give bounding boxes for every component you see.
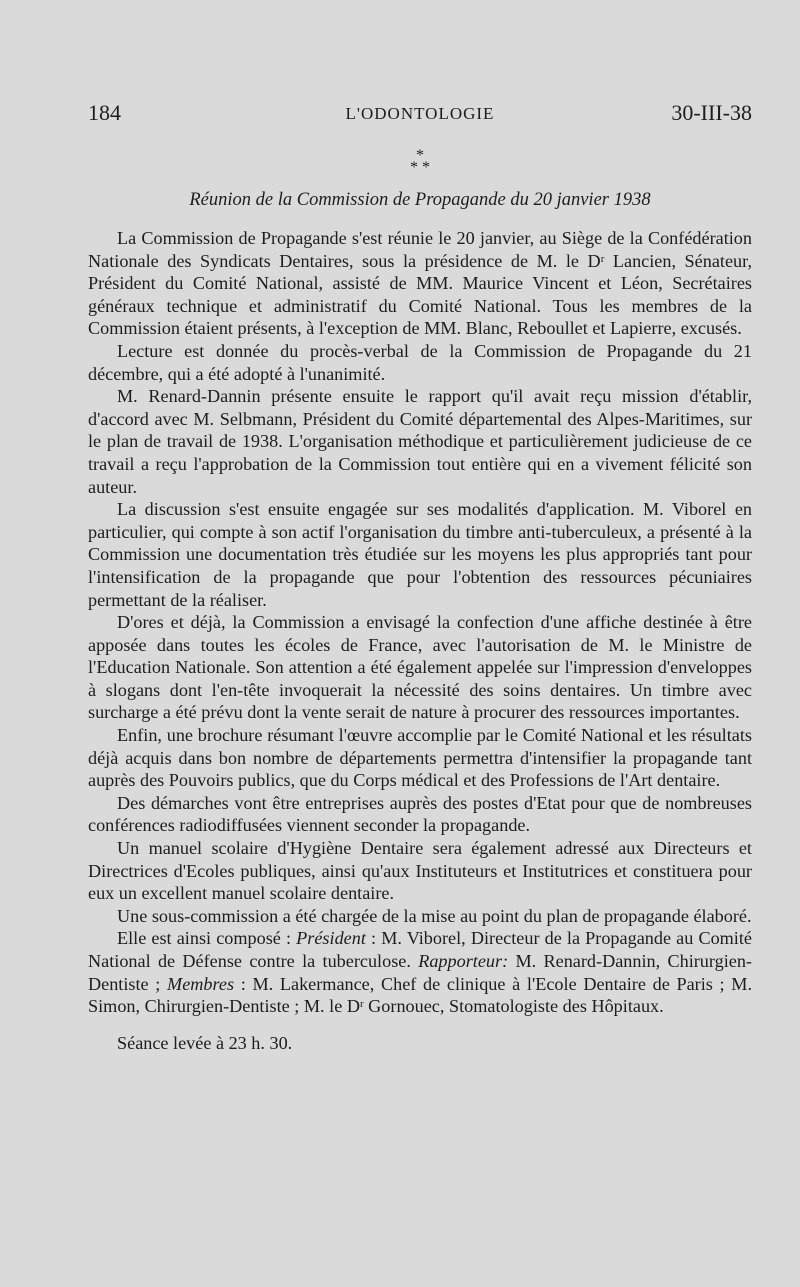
- section-separator: [380, 147, 460, 180]
- paragraph: La discussion s'est ensuite engagée sur ses modalités d'application. M. Viborel en particulier, qui compte à son actif l'organisation du timbre anti-tuberculeux, a présenté à la Commission une documentation très étudiée sur les moyens les plus appropriés tant pour l'intensification de la propagande que pour l'obtention des ressources pécuniaires permettant de la réaliser.: [88, 499, 752, 610]
- paragraph: Un manuel scolaire d'Hygiène Dentaire sera également adressé aux Directeurs et Directrices d'Ecoles publiques, ainsi qu'aux Instituteurs et Institutrices et constituera pour eux un excellent manuel scolaire dentaire.: [88, 838, 752, 904]
- paragraph: M. Renard-Dannin présente ensuite le rapport qu'il avait reçu mission d'établir, d'accord avec M. Selbmann, Président du Comité départemental des Alpes-Maritimes, sur le plan de travail de 1938. L'organisation méthodique et particulièrement judicieuse de ce travail a reçu l'approbation de la Commission tout entière qui en a vivement félicité son auteur.: [88, 386, 752, 497]
- superscript: r: [359, 998, 364, 1011]
- paragraph: Enfin, une brochure résumant l'œuvre accomplie par le Comité National et les résultats déjà acquis dans bon nombre de départements permettra d'intensifier la propagande tant auprès des Pouvoirs publics, que du Corps médical et des Professions de l'Art dentaire.: [88, 725, 752, 791]
- paragraph-text: M. Renard-Dannin, Chirurgien-Dentiste ;: [88, 951, 752, 994]
- paragraph: Des démarches vont être entreprises auprès des postes d'Etat pour que de nombreuses conférences radiodiffusées viennent seconder la propagande.: [88, 792, 752, 836]
- paragraph: D'ores et déjà, la Commission a envisagé la confection d'une affiche destinée à être apposée dans toutes les écoles de France, avec l'autorisation de M. le Ministre de l'Education Nationale. Son attention a été également appelée sur l'impression d'enveloppes à slogans dont l'en-tête invoquerait la nécessité des soins dentaires. Un timbre avec surcharge a été prévu dont la vente serait de nature à procurer des ressources importantes.: [88, 612, 752, 723]
- paragraph: [88, 927, 752, 1017]
- paragraph-text: Lancien, Sénateur, Président du Comité National, assisté de MM. Maurice Vincent et Léon, Secrétaires généraux technique et administratif du Comité National. Tous les membres de la Commission étaient présents, à l'exception de MM. Blanc, Reboullet et Lapierre, excusés.: [88, 250, 753, 339]
- paragraph-text: : M. Viborel, Directeur de la Propagande au Comité National de Défense contre la tuberculose.: [88, 928, 752, 971]
- separator-bottom-stars: * *: [410, 159, 430, 176]
- separator-top-star: *: [416, 147, 424, 164]
- paragraph: Une sous-commission a été chargée de la mise au point du plan de propagande élaboré.: [117, 905, 752, 926]
- paragraph: [88, 227, 752, 340]
- role-label: Membres: [167, 973, 235, 994]
- issue-date: 30-III-38: [671, 100, 752, 125]
- paragraph-text: Gornouec, Stomatologiste des Hôpitaux.: [363, 996, 664, 1017]
- paragraph-text: Elle est ainsi composé :: [117, 928, 297, 949]
- role-label: Président: [296, 928, 366, 949]
- section-title: Réunion de la Commission de Propagande du 20 janvier 1938: [189, 190, 651, 210]
- paragraph: Lecture est donnée du procès-verbal de la Commission de Propagande du 21 décembre, qui a été adopté à l'unanimité.: [88, 340, 752, 384]
- page-number: 184: [88, 100, 121, 125]
- closing-line: Séance levée à 23 h. 30.: [117, 1032, 293, 1053]
- superscript: r: [600, 252, 605, 265]
- article-body: [88, 227, 752, 1054]
- paragraph-text: La Commission de Propagande s'est réunie le 20 janvier, au Siège de la Confédération Nationale des Syndicats Dentaires, sous la présidence de M. le D: [88, 228, 752, 271]
- role-label: Rapporteur:: [418, 951, 509, 971]
- paragraph-text: : M. Lakermance, Chef de clinique à l'Ecole Dentaire de Paris ; M. Simon, Chirurgien-Dentiste ; M. le D: [88, 973, 752, 1017]
- journal-title: L'ODONTOLOGIE: [345, 104, 495, 123]
- running-header: [88, 100, 752, 134]
